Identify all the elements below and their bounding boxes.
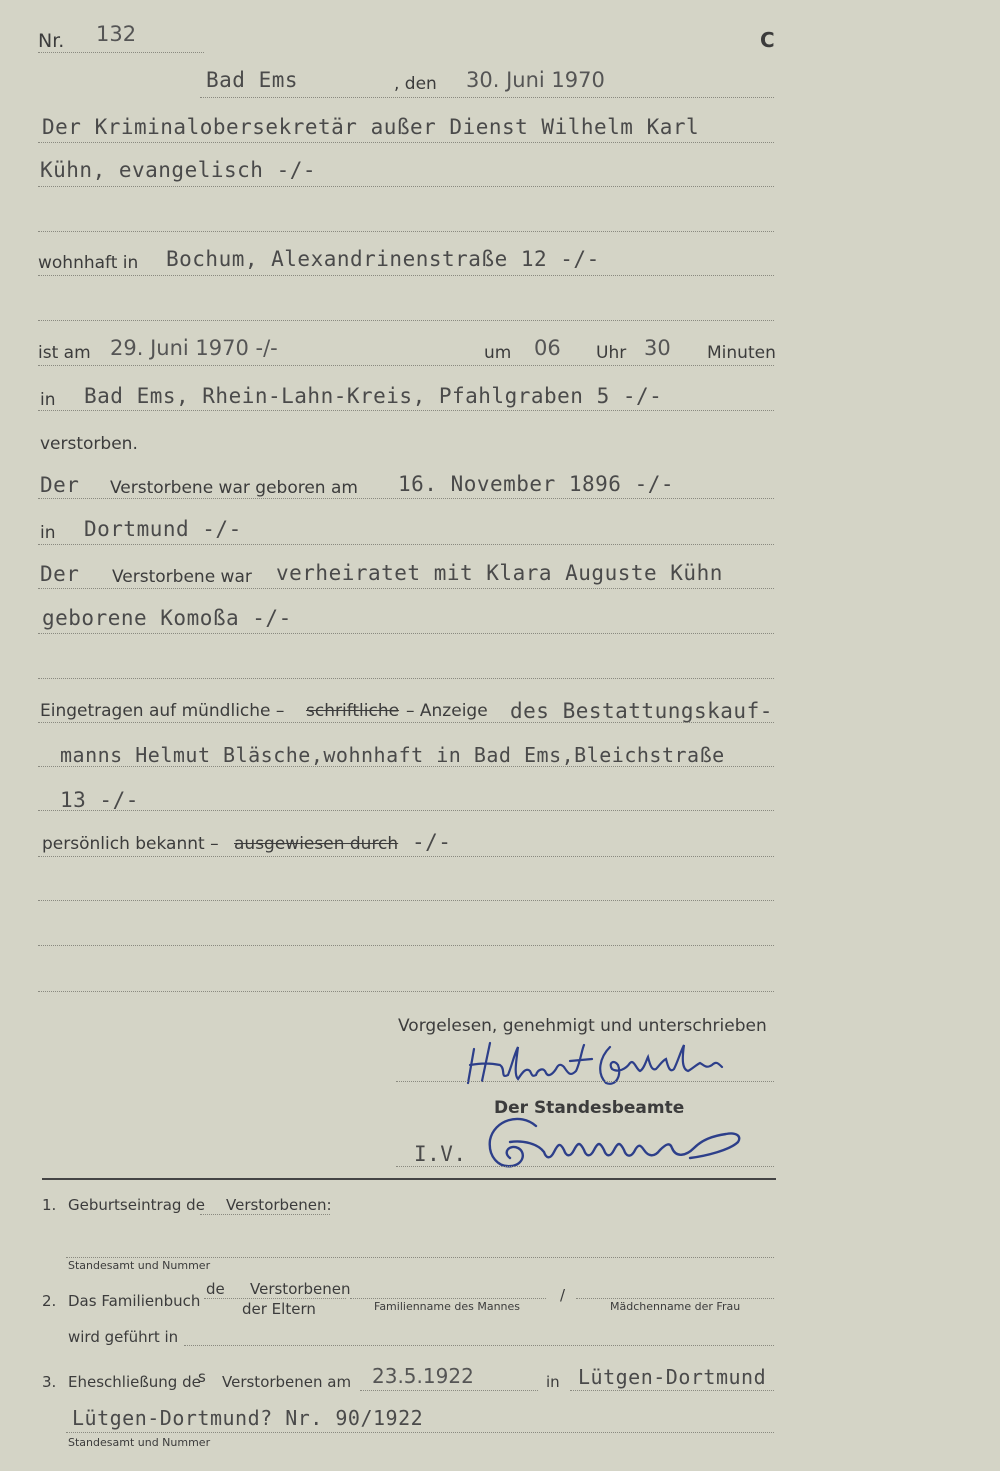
registration-label-a: Eingetragen auf mündliche – <box>40 701 285 721</box>
wohnhaft-rule-2 <box>38 320 774 321</box>
known-value: -/- <box>412 830 452 854</box>
marital-rule-3 <box>38 678 774 679</box>
wohnhaft-label: wohnhaft in <box>38 253 139 273</box>
birth-der: Der <box>40 473 80 497</box>
registration-label-b: – Anzeige <box>406 701 488 721</box>
item2-label: Das Familienbuch <box>68 1292 201 1310</box>
blank-rule-3 <box>38 991 774 992</box>
known-rule <box>38 856 774 857</box>
birth-rule <box>38 498 774 499</box>
registration-typed-1: des Bestattungskauf- <box>510 699 773 723</box>
death-minutes: 30 <box>644 336 671 360</box>
item2-de: de <box>206 1280 225 1298</box>
marital-line-2: geborene Komoßa -/- <box>42 606 292 630</box>
marital-rule <box>38 588 774 589</box>
item1-num: 1. <box>42 1196 57 1214</box>
item2-fraction-rule <box>204 1298 346 1299</box>
person-line-1: Der Kriminalobersekretär außer Dienst Wilhelm Karl <box>42 115 700 139</box>
item2-typed: Verstorbenen <box>250 1280 351 1298</box>
item3-typed: Verstorbenen am <box>222 1373 352 1391</box>
person-line-1-rule <box>38 142 774 143</box>
informant-sig-rule <box>396 1081 774 1082</box>
item2-slash: / <box>560 1286 566 1304</box>
registration-typed-2: manns Helmut Bläsche,wohnhaft in Bad Ems,Bleichstraße <box>60 743 725 767</box>
wohnhaft-value: Bochum, Alexandrinenstraße 12 -/- <box>166 247 600 271</box>
item3-line-2: Lütgen-Dortmund? Nr. 90/1922 <box>72 1406 424 1430</box>
registration-date: 30. Juni 1970 <box>466 68 605 92</box>
um-label: um <box>484 343 512 363</box>
registrar-sig-rule <box>396 1166 774 1167</box>
nr-line <box>38 52 204 53</box>
birth-label: Verstorbene war geboren am <box>110 478 358 498</box>
item1-typed: Verstorbenen: <box>226 1196 332 1214</box>
item1-rule-2 <box>66 1257 774 1258</box>
death-rule <box>38 365 774 366</box>
item3-place-rule <box>570 1390 774 1391</box>
verstorben-label: verstorben. <box>40 434 138 454</box>
minuten-label: Minuten <box>707 343 776 363</box>
den-label: , den <box>394 74 437 94</box>
wohnhaft-rule <box>38 275 774 276</box>
iv-label: I.V. <box>414 1142 467 1166</box>
standesamt-caption-3: Standesamt und Nummer <box>68 1436 211 1449</box>
item2-gefuehrt: wird geführt in <box>68 1328 179 1346</box>
registration-rule <box>38 722 774 723</box>
item3-num: 3. <box>42 1373 57 1391</box>
item2-mann-caption: Familienname des Mannes <box>374 1300 521 1313</box>
item3-date: 23.5.1922 <box>372 1364 474 1388</box>
nr-value: 132 <box>96 22 137 46</box>
known-label: persönlich bekannt – <box>42 834 219 854</box>
marital-line-1: verheiratet mit Klara Auguste Kühn <box>276 561 723 585</box>
death-hour: 06 <box>534 336 561 360</box>
item2-gefuehrt-rule <box>184 1345 774 1346</box>
person-line-3-rule <box>38 231 774 232</box>
item2-mann-rule <box>350 1298 546 1299</box>
birth-in-label: in <box>40 523 56 543</box>
item3-place: Lütgen-Dortmund <box>578 1365 767 1389</box>
item1-label: Geburtseintrag de <box>68 1196 205 1214</box>
death-place: Bad Ems, Rhein-Lahn-Kreis, Pfahlgraben 5 -/- <box>84 384 663 408</box>
item3-in: in <box>546 1373 560 1391</box>
marital-label: Verstorbene war <box>112 567 252 587</box>
standesamt-caption-1: Standesamt und Nummer <box>68 1259 211 1272</box>
item2-num: 2. <box>42 1292 57 1310</box>
item2-eltern: der Eltern <box>242 1300 316 1318</box>
place-of-registration: Bad Ems <box>206 68 299 92</box>
standesbeamte-label: Der Standesbeamte <box>494 1098 685 1118</box>
blank-rule-2 <box>38 945 774 946</box>
nr-label: Nr. <box>38 30 65 52</box>
form-letter: C <box>760 28 775 52</box>
blank-rule-1 <box>38 900 774 901</box>
item2-frau-rule <box>576 1298 774 1299</box>
birth-date: 16. November 1896 -/- <box>398 472 675 496</box>
death-date: 29. Juni 1970 -/- <box>110 336 278 360</box>
uhr-label: Uhr <box>596 343 627 363</box>
item3-date-rule <box>360 1390 538 1391</box>
marital-der: Der <box>40 562 80 586</box>
header-line <box>200 97 774 98</box>
ist-am-label: ist am <box>38 343 91 363</box>
item3-s: s <box>198 1368 206 1386</box>
known-strike: ausgewiesen durch <box>234 834 399 854</box>
registration-rule-2 <box>38 766 774 767</box>
person-line-2-rule <box>38 186 774 187</box>
informant-signature <box>460 1035 740 1095</box>
item1-rule <box>200 1214 330 1215</box>
item3-label: Eheschließung de <box>68 1373 201 1391</box>
death-in-label: in <box>40 390 56 410</box>
death-place-rule <box>38 410 774 411</box>
birth-place: Dortmund -/- <box>84 517 242 541</box>
vorgelesen-text: Vorgelesen, genehmigt und unterschrieben <box>398 1016 767 1036</box>
item2-frau-caption: Mädchenname der Frau <box>610 1300 741 1313</box>
registration-typed-3: 13 -/- <box>60 788 139 812</box>
marital-rule-2 <box>38 633 774 634</box>
birth-place-rule <box>38 544 774 545</box>
person-line-2: Kühn, evangelisch -/- <box>40 158 317 182</box>
footer-divider <box>42 1178 776 1180</box>
item3-line-2-rule <box>66 1432 774 1433</box>
registration-rule-3 <box>38 810 774 811</box>
registration-strike: schriftliche <box>306 701 400 721</box>
